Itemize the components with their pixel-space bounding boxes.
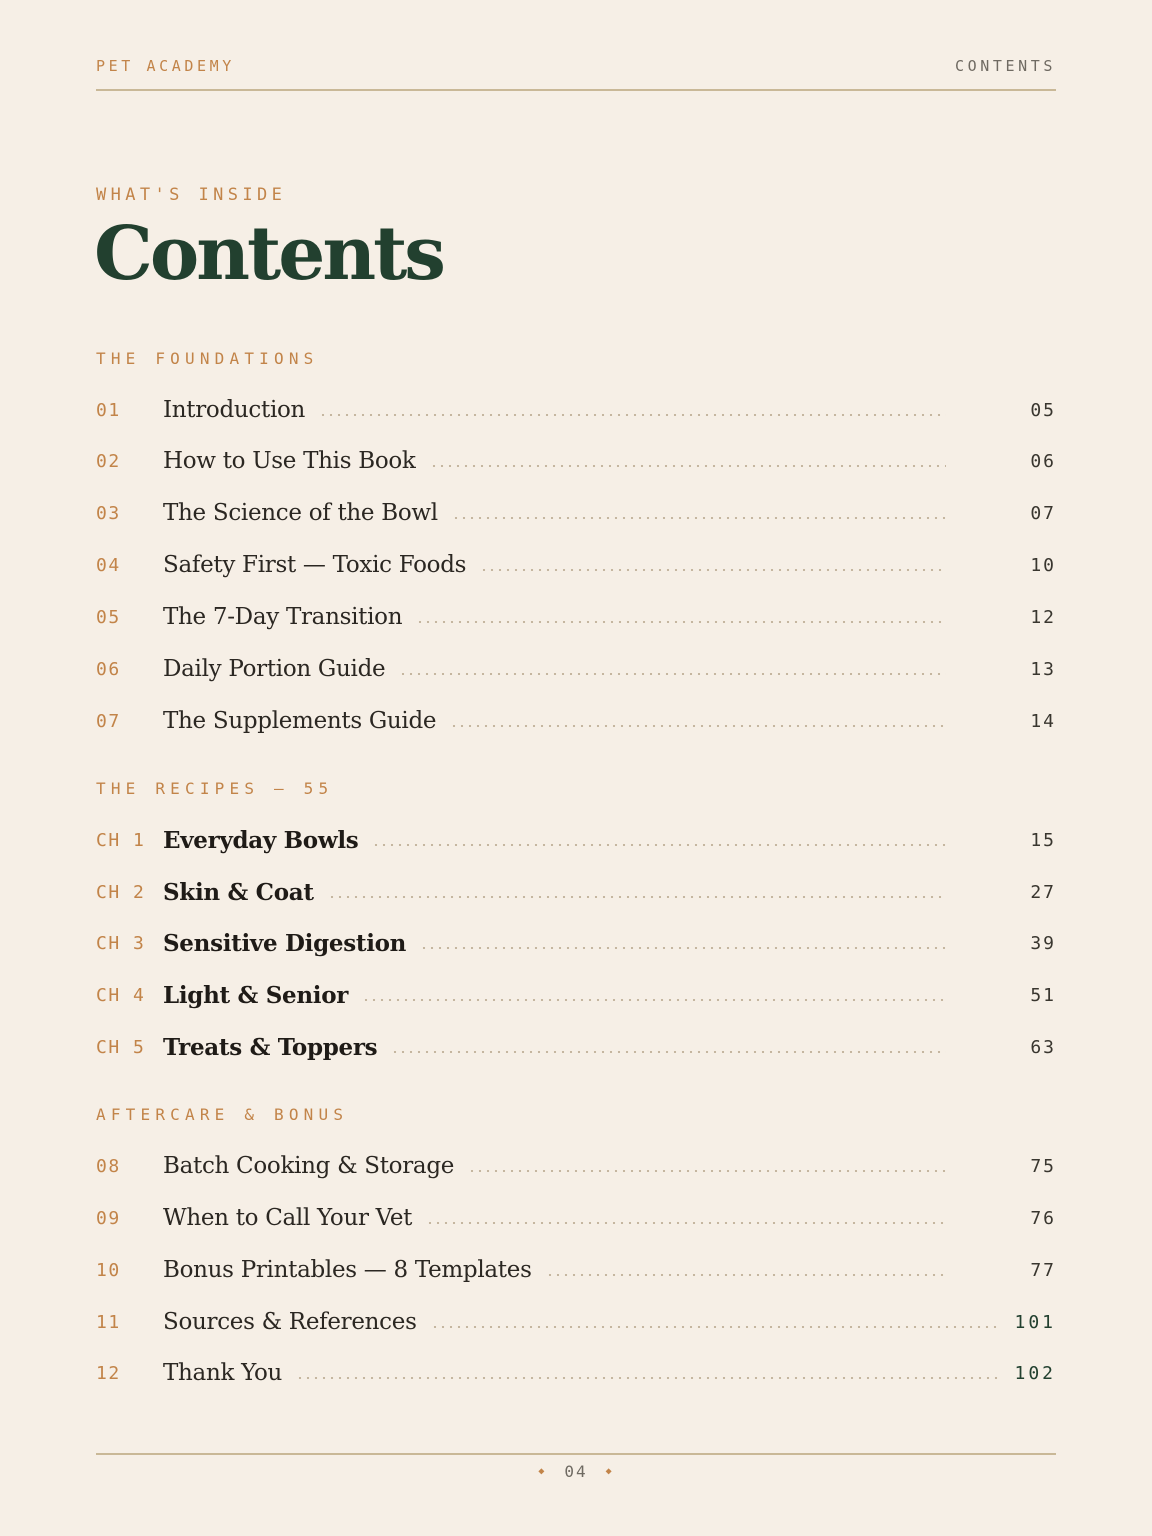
entry-number: 12	[96, 1362, 121, 1384]
entry-page-number: 10	[1030, 554, 1056, 576]
diamond-ornament-icon: ◆	[538, 1466, 547, 1477]
chapter-number: CH 2	[96, 881, 146, 903]
entry-number: 05	[96, 606, 121, 628]
toc-entry[interactable]	[96, 444, 1056, 478]
toc-entry[interactable]	[96, 548, 1056, 582]
entry-page-number: 75	[1030, 1155, 1056, 1177]
entry-number: 10	[96, 1259, 121, 1281]
toc-chapter-entry[interactable]	[96, 875, 1056, 909]
dot-leader	[296, 1377, 998, 1379]
dot-leader	[420, 947, 946, 949]
page-title: Contents	[94, 211, 443, 297]
entry-title: The 7-Day Transition	[163, 604, 403, 630]
dot-leader	[391, 1051, 946, 1053]
entry-title: Thank You	[163, 1360, 283, 1386]
entry-page-number: 05	[1030, 399, 1056, 421]
toc-chapter-entry[interactable]	[96, 823, 1056, 857]
entry-page-number: 13	[1030, 658, 1056, 680]
dot-leader	[328, 896, 946, 898]
dot-leader	[319, 414, 946, 416]
dot-leader	[362, 999, 946, 1001]
entry-page-number: 102	[1014, 1362, 1056, 1384]
entry-page-number: 76	[1030, 1207, 1056, 1229]
entry-number: 08	[96, 1155, 121, 1177]
entry-number: 07	[96, 710, 121, 732]
section-label-aftercare: AFTERCARE & BONUS	[96, 1105, 349, 1124]
toc-entry[interactable]	[96, 496, 1056, 530]
dot-leader	[372, 844, 946, 846]
chapter-number: CH 5	[96, 1036, 146, 1058]
entry-title: Introduction	[163, 397, 306, 423]
entry-number: 04	[96, 554, 121, 576]
dot-leader	[430, 465, 946, 467]
entry-page-number: 27	[1030, 881, 1056, 903]
entry-page-number: 51	[1030, 984, 1056, 1006]
folio-number: 04	[564, 1462, 588, 1481]
entry-title: Daily Portion Guide	[163, 656, 386, 682]
dot-leader	[468, 1170, 946, 1172]
chapter-title: Treats & Toppers	[163, 1033, 378, 1061]
entry-title: Bonus Printables — 8 Templates	[163, 1257, 532, 1283]
title-kicker: WHAT'S INSIDE	[96, 185, 287, 205]
entry-page-number: 39	[1030, 932, 1056, 954]
header-section: CONTENTS	[954, 57, 1056, 75]
toc-chapter-entry[interactable]	[96, 1030, 1056, 1064]
toc-chapter-entry[interactable]	[96, 926, 1056, 960]
entry-page-number: 14	[1030, 710, 1056, 732]
entry-number: 01	[96, 399, 121, 421]
toc-entry[interactable]	[96, 652, 1056, 686]
entry-title: The Supplements Guide	[163, 708, 437, 734]
entry-page-number: 63	[1030, 1036, 1056, 1058]
toc-entry[interactable]	[96, 704, 1056, 738]
toc-chapter-entry[interactable]	[96, 978, 1056, 1012]
contents-page	[96, 0, 1056, 1536]
toc-entry[interactable]	[96, 1305, 1056, 1339]
entry-page-number: 07	[1030, 502, 1056, 524]
dot-leader	[416, 621, 946, 623]
entry-title: When to Call Your Vet	[163, 1205, 413, 1231]
toc-entry[interactable]	[96, 1356, 1056, 1390]
toc-entry[interactable]	[96, 600, 1056, 634]
toc-entry[interactable]	[96, 1201, 1056, 1235]
header-brand: PET ACADEMY	[96, 57, 235, 75]
entry-title: Batch Cooking & Storage	[163, 1153, 455, 1179]
section-label-recipes: THE RECIPES — 55	[96, 779, 334, 798]
chapter-number: CH 1	[96, 829, 146, 851]
chapter-title: Skin & Coat	[163, 878, 314, 906]
header-rule	[96, 89, 1056, 91]
entry-page-number: 101	[1014, 1311, 1056, 1333]
entry-number: 11	[96, 1311, 121, 1333]
entry-title: How to Use This Book	[163, 448, 416, 474]
entry-page-number: 12	[1030, 606, 1056, 628]
entry-page-number: 06	[1030, 450, 1056, 472]
entry-number: 03	[96, 502, 121, 524]
chapter-number: CH 3	[96, 932, 146, 954]
chapter-number: CH 4	[96, 984, 146, 1006]
toc-entry[interactable]	[96, 1149, 1056, 1183]
dot-leader	[431, 1326, 998, 1328]
toc-entry[interactable]	[96, 393, 1056, 427]
entry-title: Safety First — Toxic Foods	[163, 552, 467, 578]
entry-number: 02	[96, 450, 121, 472]
page-folio	[96, 1462, 1056, 1482]
toc-entry[interactable]	[96, 1253, 1056, 1287]
chapter-title: Light & Senior	[163, 981, 349, 1009]
dot-leader	[480, 569, 946, 571]
diamond-ornament-icon: ◆	[605, 1466, 614, 1477]
dot-leader	[399, 673, 946, 675]
dot-leader	[450, 725, 946, 727]
entry-number: 06	[96, 658, 121, 680]
footer-rule	[96, 1453, 1056, 1455]
entry-title: The Science of the Bowl	[163, 500, 438, 526]
entry-title: Sources & References	[163, 1309, 417, 1335]
entry-number: 09	[96, 1207, 121, 1229]
entry-page-number: 15	[1030, 829, 1056, 851]
entry-page-number: 77	[1030, 1259, 1056, 1281]
dot-leader	[546, 1274, 946, 1276]
dot-leader	[426, 1222, 946, 1224]
chapter-title: Everyday Bowls	[163, 826, 359, 854]
section-label-foundations: THE FOUNDATIONS	[96, 349, 319, 368]
running-header	[96, 56, 1056, 76]
chapter-title: Sensitive Digestion	[163, 929, 407, 957]
dot-leader	[452, 517, 946, 519]
